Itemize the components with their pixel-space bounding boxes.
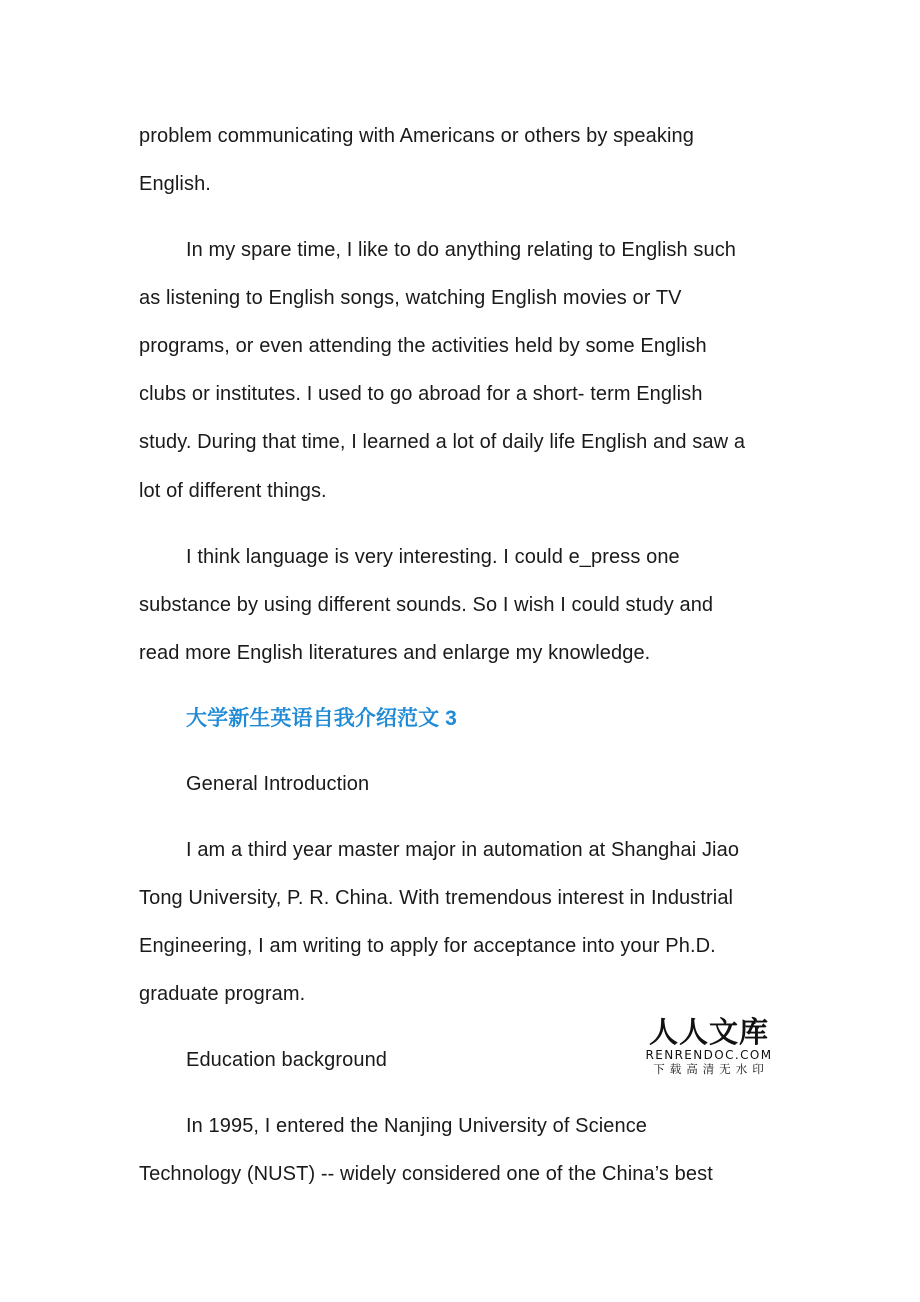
paragraph-line: In 1995, I entered the Nanjing University of Science	[186, 1115, 648, 1137]
section-heading: 大学新生英语自我介绍范文 3	[186, 707, 457, 730]
watermark-logo	[644, 1016, 774, 1076]
paragraph-line: read more English literatures and enlarge my knowledge.	[139, 642, 651, 664]
paragraph-line: I am a third year master major in automation at Shanghai Jiao	[186, 839, 740, 861]
paragraph-line: clubs or institutes. I used to go abroad for a short- term English	[139, 383, 703, 405]
paragraph-line: Tong University, P. R. China. With tremendous interest in Industrial	[139, 887, 734, 909]
subsection-heading: General Introduction	[186, 773, 370, 795]
paragraph-line: programs, or even attending the activities held by some English	[139, 335, 707, 357]
paragraph-line: English.	[139, 173, 211, 195]
paragraph-line: graduate program.	[139, 983, 306, 1005]
watermark-domain: RENRENDOC.COM	[645, 1048, 773, 1062]
paragraph-line: In my spare time, I like to do anything relating to English such	[186, 239, 737, 261]
paragraph-line: I think language is very interesting. I could e_press one	[186, 546, 680, 568]
paragraph-line: as listening to English songs, watching English movies or TV	[139, 287, 682, 309]
subsection-heading: Education background	[186, 1049, 388, 1071]
watermark-tagline: 下载高清无水印	[653, 1062, 769, 1076]
paragraph-line: study. During that time, I learned a lot of daily life English and saw a	[139, 431, 746, 453]
watermark-title: 人人文库	[648, 1015, 769, 1049]
paragraph-line: lot of different things.	[139, 480, 327, 502]
paragraph-line: Technology (NUST) -- widely considered one of the China’s best	[139, 1163, 713, 1185]
paragraph-line: problem communicating with Americans or others by speaking	[139, 125, 694, 147]
paragraph-line: substance by using different sounds. So I wish I could study and	[139, 594, 714, 616]
paragraph-line: Engineering, I am writing to apply for acceptance into your Ph.D.	[139, 935, 716, 957]
